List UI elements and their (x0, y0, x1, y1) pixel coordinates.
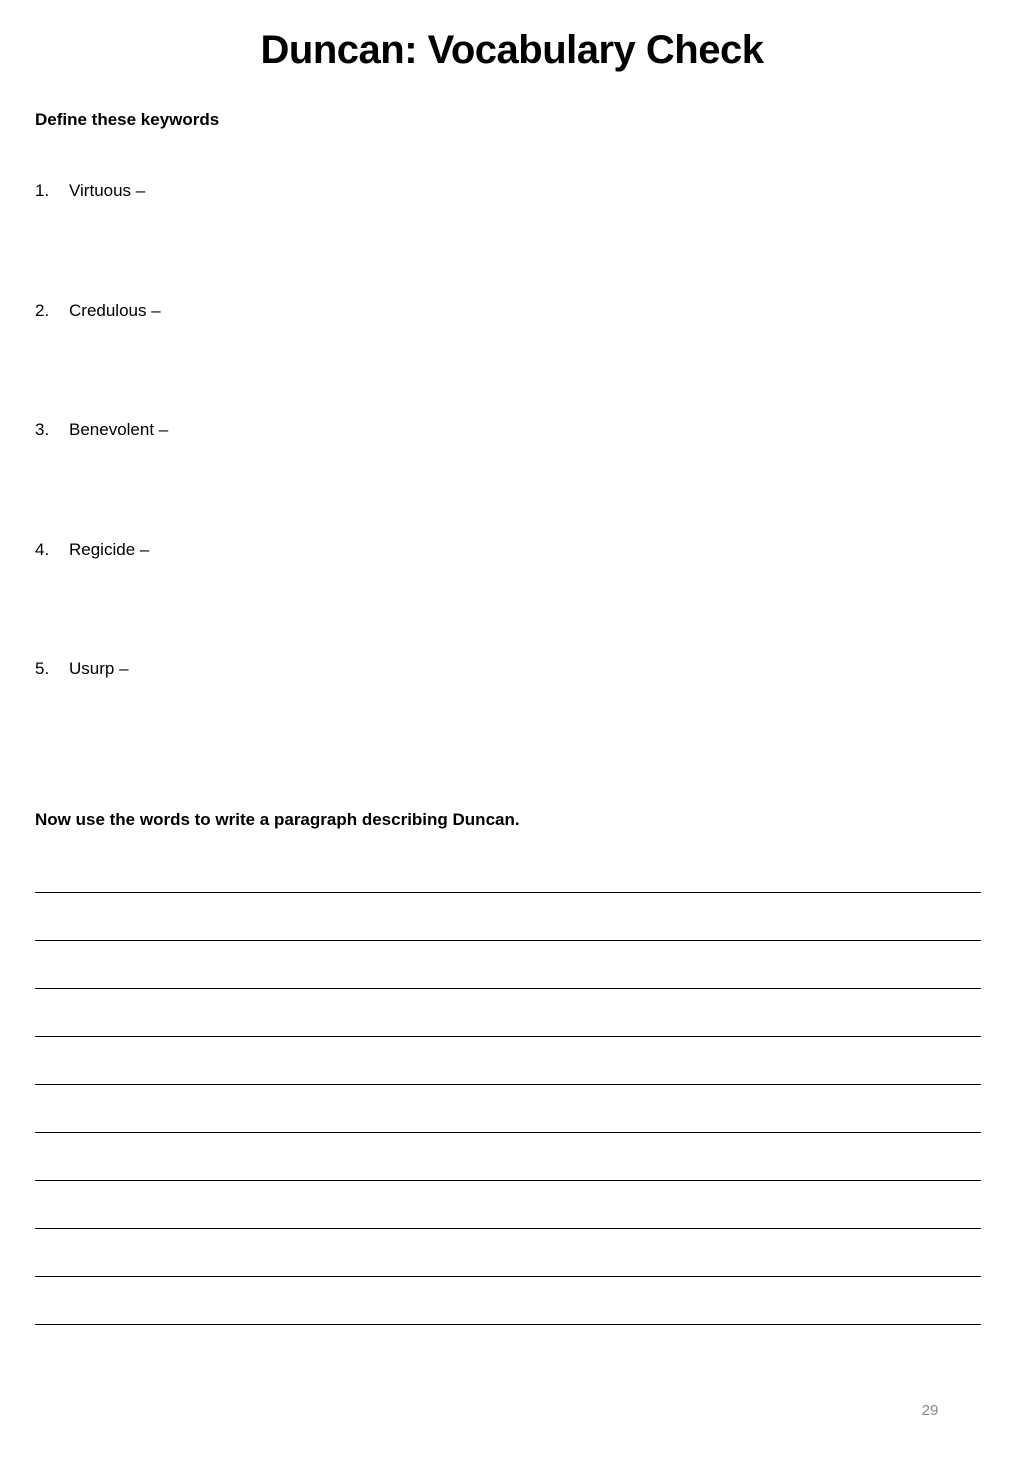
writing-line (35, 1228, 981, 1229)
writing-line (35, 892, 981, 893)
keyword-item (35, 659, 168, 779)
page-title: Duncan: Vocabulary Check (260, 28, 764, 72)
keyword-number: 3. (35, 420, 50, 439)
keyword-term: Regicide – (69, 539, 150, 559)
keyword-number: 4. (35, 539, 50, 559)
keyword-item (35, 301, 168, 421)
writing-line (35, 1180, 981, 1181)
keyword-number: 5. (35, 659, 50, 678)
writing-line (35, 1324, 981, 1325)
keyword-number: 2. (35, 300, 50, 320)
keyword-number: 1. (35, 181, 50, 200)
writing-line (35, 940, 981, 941)
writing-line (35, 1084, 981, 1085)
writing-line (35, 1276, 981, 1277)
keyword-item (35, 540, 168, 660)
paragraph-instruction: Now use the words to write a paragraph describing Duncan. (35, 810, 520, 829)
writing-lines (35, 892, 981, 1372)
keyword-term: Usurp – (69, 659, 129, 678)
keyword-item (35, 181, 168, 301)
define-instruction: Define these keywords (35, 110, 220, 129)
keyword-term: Benevolent – (69, 420, 169, 439)
page-number: 29 (921, 1402, 939, 1419)
keyword-term: Virtuous – (69, 181, 146, 200)
writing-line (35, 1036, 981, 1037)
keyword-item (35, 420, 168, 540)
keyword-list (35, 181, 168, 779)
keyword-term: Credulous – (69, 300, 161, 320)
writing-line (35, 1132, 981, 1133)
writing-line (35, 988, 981, 989)
